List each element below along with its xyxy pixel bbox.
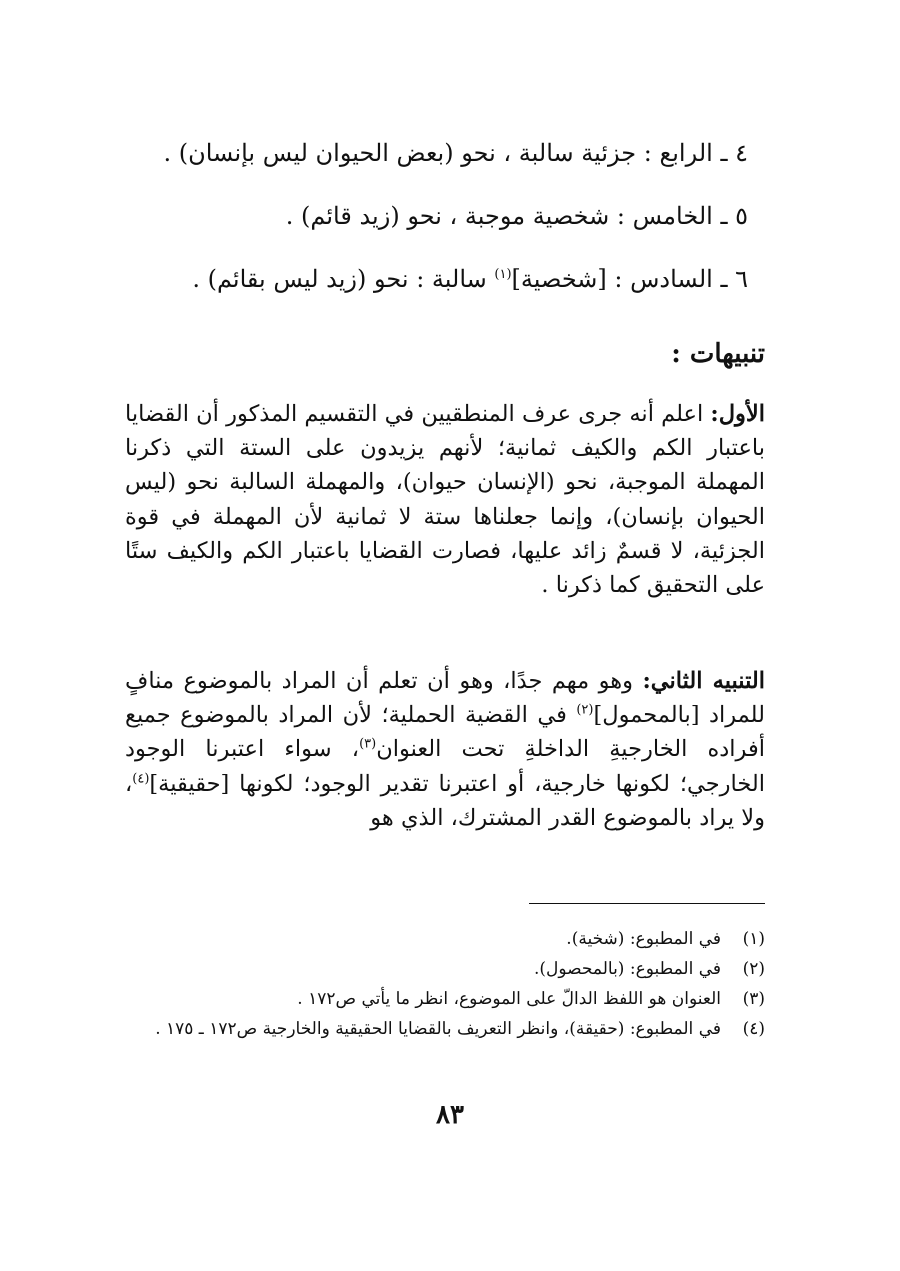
footnote bbox=[125, 954, 765, 984]
list-item bbox=[128, 264, 748, 294]
paragraph-lead: التنبيه الثاني: bbox=[642, 668, 765, 694]
section-heading: تنبيهات : bbox=[671, 339, 765, 369]
list-item-text: سالبة : نحو (زيد ليس بقائم) . bbox=[192, 265, 495, 293]
footnote-text: في المطبوع: (حقيقة)، وانظر التعريف بالقضايا الحقيقية والخارجية ص١٧٢ ـ ١٧٥ . bbox=[155, 1019, 721, 1039]
list-item: ٥ ـ الخامس : شخصية موجبة ، نحو (زيد قائم) . bbox=[285, 202, 748, 230]
footnote bbox=[125, 1014, 765, 1044]
paragraph-text: في القضية الحملية؛ لأن المراد بالموضوع جميع أفراده الخارجيةِ الداخلةِ تحت العنوان bbox=[125, 702, 765, 763]
footnote-text: في المطبوع: (شخية). bbox=[566, 929, 721, 949]
paragraph-second-note bbox=[125, 664, 765, 835]
page-number: ٨٣ bbox=[436, 1100, 464, 1130]
footnote bbox=[125, 984, 765, 1014]
footnote-number: (٢) bbox=[742, 959, 765, 979]
footnote bbox=[125, 924, 765, 954]
footnotes bbox=[125, 924, 765, 1044]
footnote-text: في المطبوع: (بالمحصول). bbox=[534, 959, 721, 979]
paragraph-text: وهو مهم جدًا، وهو أن تعلم أن المراد بالموضوع منافٍ للمراد [بالمحمول] bbox=[125, 668, 765, 729]
paragraph-text: ، ولا يراد بالموضوع القدر المشترك، الذي هو bbox=[125, 770, 765, 831]
proposition-list bbox=[128, 138, 748, 327]
list-item-text: ٦ ـ السادس : [شخصية] bbox=[511, 265, 748, 293]
footnote-number: (٣) bbox=[742, 989, 765, 1009]
footnote-ref[interactable]: (٢) bbox=[576, 702, 594, 718]
list-item: ٤ ـ الرابع : جزئية سالبة ، نحو (بعض الحيوان ليس بإنسان) . bbox=[163, 139, 748, 167]
footnote-ref[interactable]: (٣) bbox=[359, 736, 377, 752]
footnote-text: العنوان هو اللفظ الدالّ على الموضوع، انظر ما يأتي ص١٧٢ . bbox=[297, 989, 721, 1009]
paragraph-text: ، سواء اعتبرنا الوجود الخارجي؛ لكونها خارجية، أو اعتبرنا تقدير الوجود؛ لكونها [حقيقية] bbox=[125, 736, 765, 797]
footnote-number: (١) bbox=[742, 929, 765, 949]
paragraph-lead: الأول: bbox=[710, 401, 765, 427]
footnote-number: (٤) bbox=[742, 1019, 765, 1039]
footnote-ref[interactable]: (٤) bbox=[132, 771, 150, 787]
paragraph-first-note bbox=[125, 397, 765, 602]
footnote-divider bbox=[529, 903, 765, 904]
footnote-ref[interactable]: (١) bbox=[494, 267, 512, 282]
paragraph-text: اعلم أنه جرى عرف المنطقيين في التقسيم المذكور أن القضايا باعتبار الكم والكيف ثمانية؛ لأنهم يزيدون على الستة التي ذكرنا المهملة الموجبة، نحو (الإنسان حيوان)، والمهملة السالبة نحو (ليس الحيوان بإنسان)، وإنما جعلناها ستة لا ثمانية لأن المهملة في قوة الجزئية، لا قسمٌ زائد عليها، فصارت القضايا باعتبار الكم والكيف ستًا على التحقيق كما ذكرنا . bbox=[125, 401, 765, 599]
